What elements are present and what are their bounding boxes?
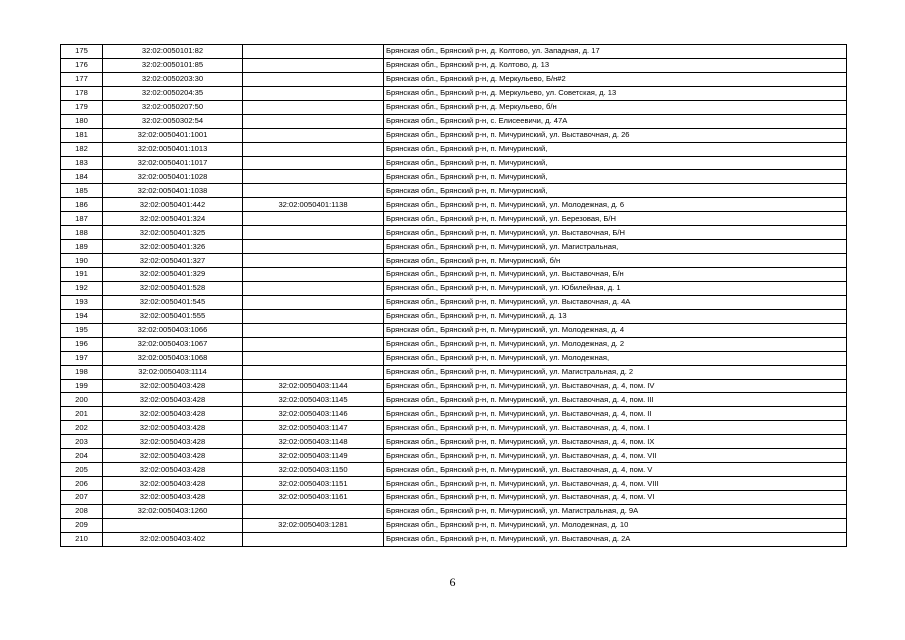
address-cell: Брянская обл., Брянский р-н, п. Мичуринский, ул. Молодежная, д. 2 [384, 337, 847, 351]
row-number-cell: 179 [61, 100, 103, 114]
address-cell: Брянская обл., Брянский р-н, п. Мичуринский, ул. Выставочная, д. 4, пом. VIII [384, 477, 847, 491]
property-table [60, 44, 847, 547]
address-cell: Брянская обл., Брянский р-н, п. Мичуринский, ул. Юбилейная, д. 1 [384, 281, 847, 295]
table-row [61, 295, 847, 309]
cadastral-number-cell: 32:02:0050403:428 [103, 421, 243, 435]
row-number-cell: 210 [61, 532, 103, 546]
address-cell: Брянская обл., Брянский р-н, п. Мичуринский, ул. Магистральная, [384, 240, 847, 254]
table-row [61, 226, 847, 240]
row-number-cell: 192 [61, 281, 103, 295]
related-cadastral-number-cell [243, 309, 384, 323]
table-row [61, 142, 847, 156]
related-cadastral-number-cell: 32:02:0050403:1150 [243, 463, 384, 477]
cadastral-number-cell: 32:02:0050401:555 [103, 309, 243, 323]
cadastral-number-cell: 32:02:0050101:82 [103, 45, 243, 59]
address-cell: Брянская обл., Брянский р-н, п. Мичуринский, ул. Выставочная, д. 4, пом. IV [384, 379, 847, 393]
address-cell: Брянская обл., Брянский р-н, п. Мичуринский, ул. Выставочная, д. 4, пом. VII [384, 449, 847, 463]
related-cadastral-number-cell [243, 45, 384, 59]
cadastral-number-cell: 32:02:0050401:545 [103, 295, 243, 309]
table-row [61, 281, 847, 295]
table-row [61, 45, 847, 59]
table-row [61, 393, 847, 407]
related-cadastral-number-cell [243, 86, 384, 100]
cadastral-number-cell: 32:02:0050401:329 [103, 268, 243, 282]
table-row [61, 365, 847, 379]
row-number-cell: 188 [61, 226, 103, 240]
table-row [61, 254, 847, 268]
row-number-cell: 193 [61, 295, 103, 309]
row-number-cell: 175 [61, 45, 103, 59]
address-cell: Брянская обл., Брянский р-н, д. Колтово, д. 13 [384, 58, 847, 72]
related-cadastral-number-cell [243, 114, 384, 128]
address-cell: Брянская обл., Брянский р-н, п. Мичуринский, ул. Выставочная, Б/н [384, 268, 847, 282]
row-number-cell: 207 [61, 491, 103, 505]
related-cadastral-number-cell [243, 268, 384, 282]
related-cadastral-number-cell [243, 142, 384, 156]
table-row [61, 86, 847, 100]
related-cadastral-number-cell [243, 156, 384, 170]
table-row [61, 421, 847, 435]
row-number-cell: 200 [61, 393, 103, 407]
row-number-cell: 185 [61, 184, 103, 198]
row-number-cell: 201 [61, 407, 103, 421]
cadastral-number-cell: 32:02:0050403:402 [103, 532, 243, 546]
related-cadastral-number-cell [243, 128, 384, 142]
cadastral-number-cell: 32:02:0050403:428 [103, 449, 243, 463]
address-cell: Брянская обл., Брянский р-н, д. Колтово, ул. Западная, д. 17 [384, 45, 847, 59]
table-row [61, 184, 847, 198]
row-number-cell: 199 [61, 379, 103, 393]
table-row [61, 477, 847, 491]
address-cell: Брянская обл., Брянский р-н, п. Мичуринский, ул. Магистральная, д. 2 [384, 365, 847, 379]
cadastral-number-cell: 32:02:0050403:1114 [103, 365, 243, 379]
table-row [61, 504, 847, 518]
related-cadastral-number-cell [243, 184, 384, 198]
related-cadastral-number-cell [243, 365, 384, 379]
cadastral-number-cell: 32:02:0050101:85 [103, 58, 243, 72]
table-row [61, 72, 847, 86]
table-row [61, 449, 847, 463]
related-cadastral-number-cell [243, 100, 384, 114]
row-number-cell: 208 [61, 504, 103, 518]
related-cadastral-number-cell [243, 72, 384, 86]
row-number-cell: 187 [61, 212, 103, 226]
cadastral-number-cell [103, 518, 243, 532]
related-cadastral-number-cell: 32:02:0050403:1148 [243, 435, 384, 449]
table-row [61, 114, 847, 128]
row-number-cell: 205 [61, 463, 103, 477]
cadastral-number-cell: 32:02:0050403:428 [103, 407, 243, 421]
address-cell: Брянская обл., Брянский р-н, п. Мичуринский, ул. Молодежная, д. 4 [384, 323, 847, 337]
cadastral-number-cell: 32:02:0050403:428 [103, 477, 243, 491]
related-cadastral-number-cell [243, 295, 384, 309]
address-cell: Брянская обл., Брянский р-н, п. Мичуринский, ул. Выставочная, д. 4, пом. VI [384, 491, 847, 505]
related-cadastral-number-cell [243, 254, 384, 268]
cadastral-number-cell: 32:02:0050403:428 [103, 379, 243, 393]
cadastral-number-cell: 32:02:0050403:428 [103, 435, 243, 449]
cadastral-number-cell: 32:02:0050401:1028 [103, 170, 243, 184]
row-number-cell: 204 [61, 449, 103, 463]
row-number-cell: 195 [61, 323, 103, 337]
row-number-cell: 198 [61, 365, 103, 379]
cadastral-number-cell: 32:02:0050403:1067 [103, 337, 243, 351]
table-row [61, 435, 847, 449]
row-number-cell: 203 [61, 435, 103, 449]
row-number-cell: 184 [61, 170, 103, 184]
related-cadastral-number-cell [243, 170, 384, 184]
table-row [61, 100, 847, 114]
cadastral-number-cell: 32:02:0050302:54 [103, 114, 243, 128]
cadastral-number-cell: 32:02:0050401:528 [103, 281, 243, 295]
cadastral-number-cell: 32:02:0050401:324 [103, 212, 243, 226]
row-number-cell: 206 [61, 477, 103, 491]
address-cell: Брянская обл., Брянский р-н, д. Меркульево, Б/н#2 [384, 72, 847, 86]
cadastral-number-cell: 32:02:0050401:326 [103, 240, 243, 254]
table-row [61, 407, 847, 421]
address-cell: Брянская обл., Брянский р-н, п. Мичуринский, ул. Березовая, Б/Н [384, 212, 847, 226]
cadastral-number-cell: 32:02:0050403:1066 [103, 323, 243, 337]
address-cell: Брянская обл., Брянский р-н, п. Мичуринский, ул. Выставочная, д. 4А [384, 295, 847, 309]
row-number-cell: 197 [61, 351, 103, 365]
cadastral-number-cell: 32:02:0050401:1001 [103, 128, 243, 142]
table-row [61, 58, 847, 72]
address-cell: Брянская обл., Брянский р-н, п. Мичуринский, ул. Выставочная, д. 2А [384, 532, 847, 546]
cadastral-number-cell: 32:02:0050403:428 [103, 393, 243, 407]
related-cadastral-number-cell: 32:02:0050403:1151 [243, 477, 384, 491]
table-row [61, 240, 847, 254]
related-cadastral-number-cell: 32:02:0050403:1145 [243, 393, 384, 407]
address-cell: Брянская обл., Брянский р-н, п. Мичуринский, д. 13 [384, 309, 847, 323]
row-number-cell: 183 [61, 156, 103, 170]
cadastral-number-cell: 32:02:0050207:50 [103, 100, 243, 114]
cadastral-number-cell: 32:02:0050401:1017 [103, 156, 243, 170]
cadastral-number-cell: 32:02:0050401:442 [103, 198, 243, 212]
address-cell: Брянская обл., Брянский р-н, п. Мичуринский, ул. Магистральная, д. 9А [384, 504, 847, 518]
row-number-cell: 202 [61, 421, 103, 435]
table-row [61, 351, 847, 365]
row-number-cell: 190 [61, 254, 103, 268]
related-cadastral-number-cell [243, 337, 384, 351]
cadastral-number-cell: 32:02:0050203:30 [103, 72, 243, 86]
table-row [61, 156, 847, 170]
property-table-body [61, 45, 847, 547]
address-cell: Брянская обл., Брянский р-н, п. Мичуринский, ул. Молодежная, д. 6 [384, 198, 847, 212]
row-number-cell: 209 [61, 518, 103, 532]
cadastral-number-cell: 32:02:0050403:428 [103, 463, 243, 477]
row-number-cell: 189 [61, 240, 103, 254]
row-number-cell: 182 [61, 142, 103, 156]
table-row [61, 170, 847, 184]
row-number-cell: 180 [61, 114, 103, 128]
address-cell: Брянская обл., Брянский р-н, п. Мичуринский, [384, 184, 847, 198]
related-cadastral-number-cell: 32:02:0050403:1281 [243, 518, 384, 532]
address-cell: Брянская обл., Брянский р-н, п. Мичуринский, ул. Выставочная, д. 4, пом. I [384, 421, 847, 435]
related-cadastral-number-cell [243, 226, 384, 240]
row-number-cell: 177 [61, 72, 103, 86]
address-cell: Брянская обл., Брянский р-н, п. Мичуринский, ул. Выставочная, Б/Н [384, 226, 847, 240]
related-cadastral-number-cell: 32:02:0050403:1149 [243, 449, 384, 463]
related-cadastral-number-cell [243, 240, 384, 254]
related-cadastral-number-cell: 32:02:0050403:1146 [243, 407, 384, 421]
address-cell: Брянская обл., Брянский р-н, п. Мичуринский, ул. Выставочная, д. 4, пом. II [384, 407, 847, 421]
row-number-cell: 176 [61, 58, 103, 72]
address-cell: Брянская обл., Брянский р-н, п. Мичуринский, б/н [384, 254, 847, 268]
table-row [61, 128, 847, 142]
related-cadastral-number-cell [243, 58, 384, 72]
cadastral-number-cell: 32:02:0050401:1038 [103, 184, 243, 198]
related-cadastral-number-cell [243, 532, 384, 546]
address-cell: Брянская обл., Брянский р-н, п. Мичуринский, ул. Выставочная, д. 4, пом. V [384, 463, 847, 477]
row-number-cell: 191 [61, 268, 103, 282]
table-row [61, 198, 847, 212]
address-cell: Брянская обл., Брянский р-н, п. Мичуринский, [384, 142, 847, 156]
cadastral-number-cell: 32:02:0050401:327 [103, 254, 243, 268]
table-row [61, 532, 847, 546]
address-cell: Брянская обл., Брянский р-н, п. Мичуринский, ул. Молодежная, [384, 351, 847, 365]
row-number-cell: 194 [61, 309, 103, 323]
address-cell: Брянская обл., Брянский р-н, д. Меркульево, б/н [384, 100, 847, 114]
address-cell: Брянская обл., Брянский р-н, п. Мичуринский, [384, 156, 847, 170]
related-cadastral-number-cell [243, 504, 384, 518]
row-number-cell: 178 [61, 86, 103, 100]
related-cadastral-number-cell: 32:02:0050403:1161 [243, 491, 384, 505]
table-row [61, 268, 847, 282]
table-row [61, 463, 847, 477]
related-cadastral-number-cell: 32:02:0050403:1147 [243, 421, 384, 435]
table-row [61, 309, 847, 323]
address-cell: Брянская обл., Брянский р-н, п. Мичуринский, ул. Выставочная, д. 4, пом. III [384, 393, 847, 407]
table-row [61, 323, 847, 337]
row-number-cell: 181 [61, 128, 103, 142]
address-cell: Брянская обл., Брянский р-н, п. Мичуринский, [384, 170, 847, 184]
related-cadastral-number-cell [243, 281, 384, 295]
address-cell: Брянская обл., Брянский р-н, с. Елисеевичи, д. 47А [384, 114, 847, 128]
table-row [61, 212, 847, 226]
cadastral-number-cell: 32:02:0050204:35 [103, 86, 243, 100]
row-number-cell: 196 [61, 337, 103, 351]
related-cadastral-number-cell [243, 351, 384, 365]
address-cell: Брянская обл., Брянский р-н, п. Мичуринский, ул. Молодежная, д. 10 [384, 518, 847, 532]
cadastral-number-cell: 32:02:0050403:1260 [103, 504, 243, 518]
page-number: 6 [449, 575, 456, 589]
address-cell: Брянская обл., Брянский р-н, п. Мичуринский, ул. Выставочная, д. 26 [384, 128, 847, 142]
address-cell: Брянская обл., Брянский р-н, д. Меркульево, ул. Советская, д. 13 [384, 86, 847, 100]
table-row [61, 337, 847, 351]
table-row [61, 379, 847, 393]
table-row [61, 491, 847, 505]
related-cadastral-number-cell: 32:02:0050401:1138 [243, 198, 384, 212]
row-number-cell: 186 [61, 198, 103, 212]
related-cadastral-number-cell [243, 323, 384, 337]
related-cadastral-number-cell [243, 212, 384, 226]
cadastral-number-cell: 32:02:0050401:325 [103, 226, 243, 240]
related-cadastral-number-cell: 32:02:0050403:1144 [243, 379, 384, 393]
cadastral-number-cell: 32:02:0050401:1013 [103, 142, 243, 156]
address-cell: Брянская обл., Брянский р-н, п. Мичуринский, ул. Выставочная, д. 4, пом. IX [384, 435, 847, 449]
table-row [61, 518, 847, 532]
cadastral-number-cell: 32:02:0050403:428 [103, 491, 243, 505]
cadastral-number-cell: 32:02:0050403:1068 [103, 351, 243, 365]
